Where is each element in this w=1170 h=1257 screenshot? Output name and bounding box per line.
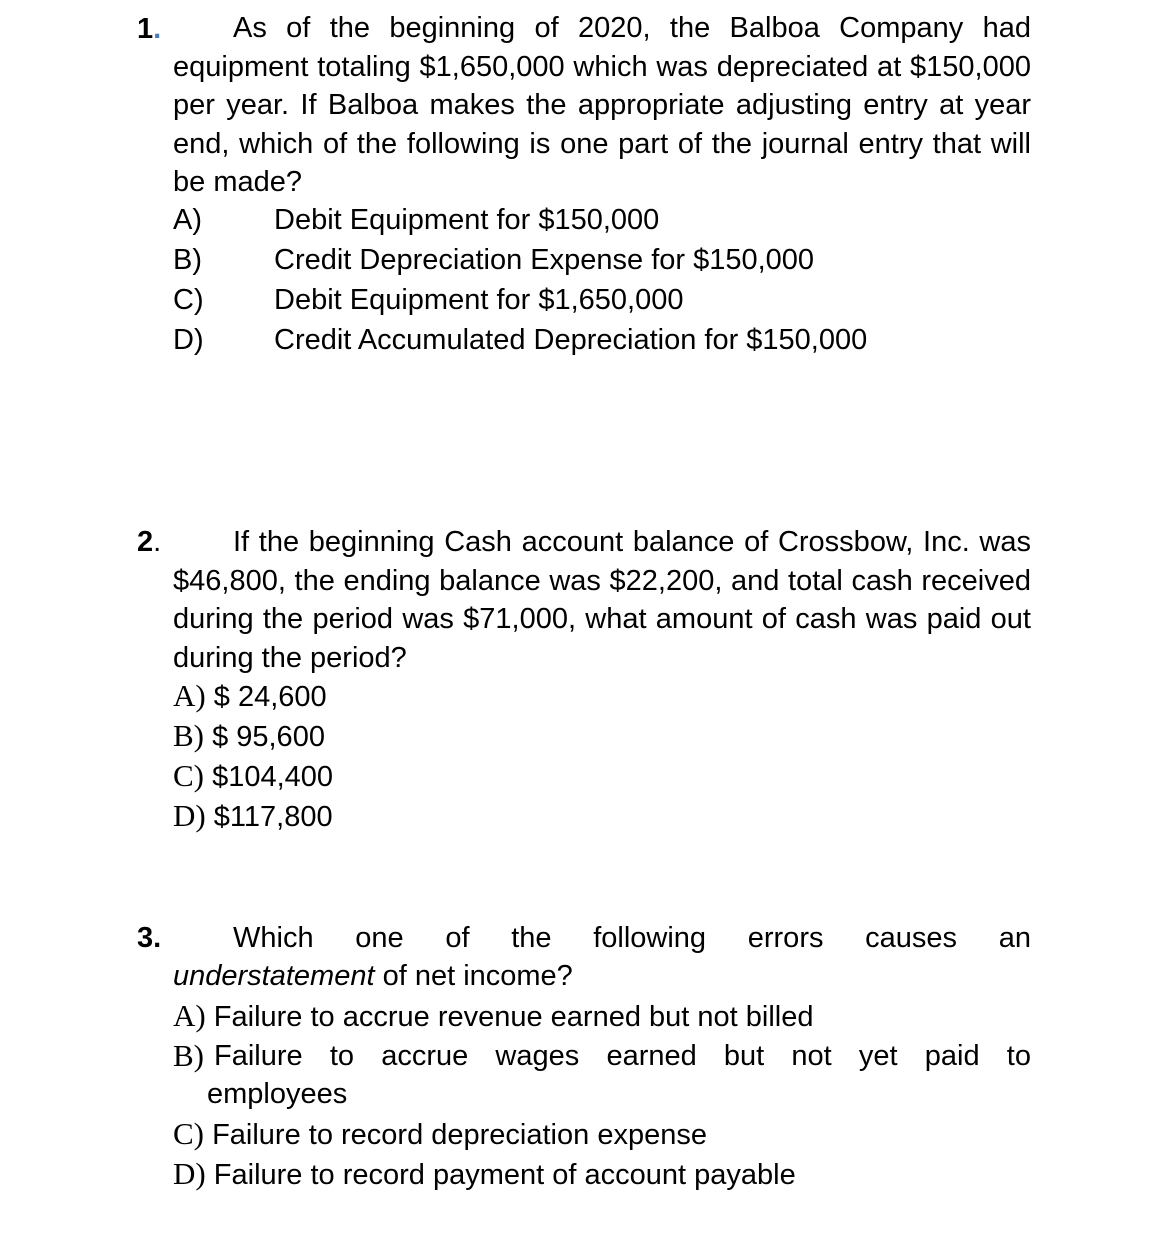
option-label: B) <box>173 718 204 753</box>
option-label: A) <box>173 678 206 713</box>
stem-suffix: of net income? <box>382 960 573 992</box>
answer-option-a[interactable] <box>173 676 327 717</box>
question-number <box>137 523 161 562</box>
option-label: C) <box>173 1116 204 1151</box>
option-text: Failure to record payment of account payable <box>213 1159 796 1191</box>
option-text: Credit Accumulated Depreciation for $150,000 <box>274 324 868 356</box>
question-stem: If the beginning Cash account balance of Crossbow, Inc. was $46,800, the ending balance was $22,200, and total cash received during the period was $71,000, what amount of cash was paid out during the period? <box>173 526 1031 674</box>
stem-prefix: Which one of the following errors causes an <box>233 922 1031 954</box>
question-number-digit: 1 <box>137 13 154 45</box>
answer-option-a[interactable] <box>173 200 659 240</box>
option-text: Credit Depreciation Expense for $150,000 <box>274 244 815 276</box>
question-number-dot: . <box>153 526 162 558</box>
answer-option-b[interactable] <box>173 716 325 757</box>
option-text: Failure to accrue revenue earned but not billed <box>213 1001 814 1033</box>
option-b-line <box>173 1036 1031 1076</box>
question-stem: As of the beginning of 2020, the Balboa Company had equipment totaling $1,650,000 which was depreciated at $150,000 per year. If Balboa makes the appropriate adjusting entry at year end, which of the following is one part of the journal entry that will be made? <box>173 12 1031 198</box>
question-number-digit: 2 <box>137 526 154 558</box>
answer-option-b[interactable] <box>173 1036 1031 1112</box>
question-number <box>137 919 161 958</box>
option-text: Debit Equipment for $1,650,000 <box>274 284 684 316</box>
question-stem <box>173 919 1031 958</box>
option-label: B) <box>173 244 202 276</box>
option-text: $ 24,600 <box>213 681 327 713</box>
option-label: B) <box>173 1038 204 1073</box>
option-text: $ 95,600 <box>212 721 325 753</box>
answer-option-c[interactable] <box>173 280 684 320</box>
question-number-dot: . <box>153 13 162 45</box>
answer-option-b[interactable] <box>173 240 814 280</box>
option-text-continuation: employees <box>207 1078 348 1110</box>
question-number-dot: . <box>153 922 162 954</box>
answer-option-d[interactable] <box>173 1154 796 1195</box>
question-number-digit: 3 <box>137 922 154 954</box>
option-text: Debit Equipment for $150,000 <box>274 204 660 236</box>
option-label: A) <box>173 204 202 236</box>
answer-option-d[interactable] <box>173 796 333 837</box>
option-label: D) <box>173 324 204 356</box>
answer-option-a[interactable] <box>173 996 814 1037</box>
option-label: D) <box>173 1156 206 1191</box>
option-label: A) <box>173 998 206 1033</box>
answer-option-c[interactable] <box>173 756 333 797</box>
stem-emphasis: understatement <box>173 960 375 992</box>
option-text: Failure to accrue wages earned but not yet paid to <box>214 1040 1031 1072</box>
answer-option-c[interactable] <box>173 1114 707 1155</box>
question-stem-continuation <box>173 957 573 995</box>
option-label: C) <box>173 758 204 793</box>
option-label: C) <box>173 284 204 316</box>
question-number <box>137 10 161 49</box>
option-text: $104,400 <box>212 761 334 793</box>
option-text: Failure to record depreciation expense <box>212 1119 707 1151</box>
option-text: $117,800 <box>213 801 333 833</box>
option-label: D) <box>173 798 206 833</box>
answer-option-d[interactable] <box>173 320 867 360</box>
